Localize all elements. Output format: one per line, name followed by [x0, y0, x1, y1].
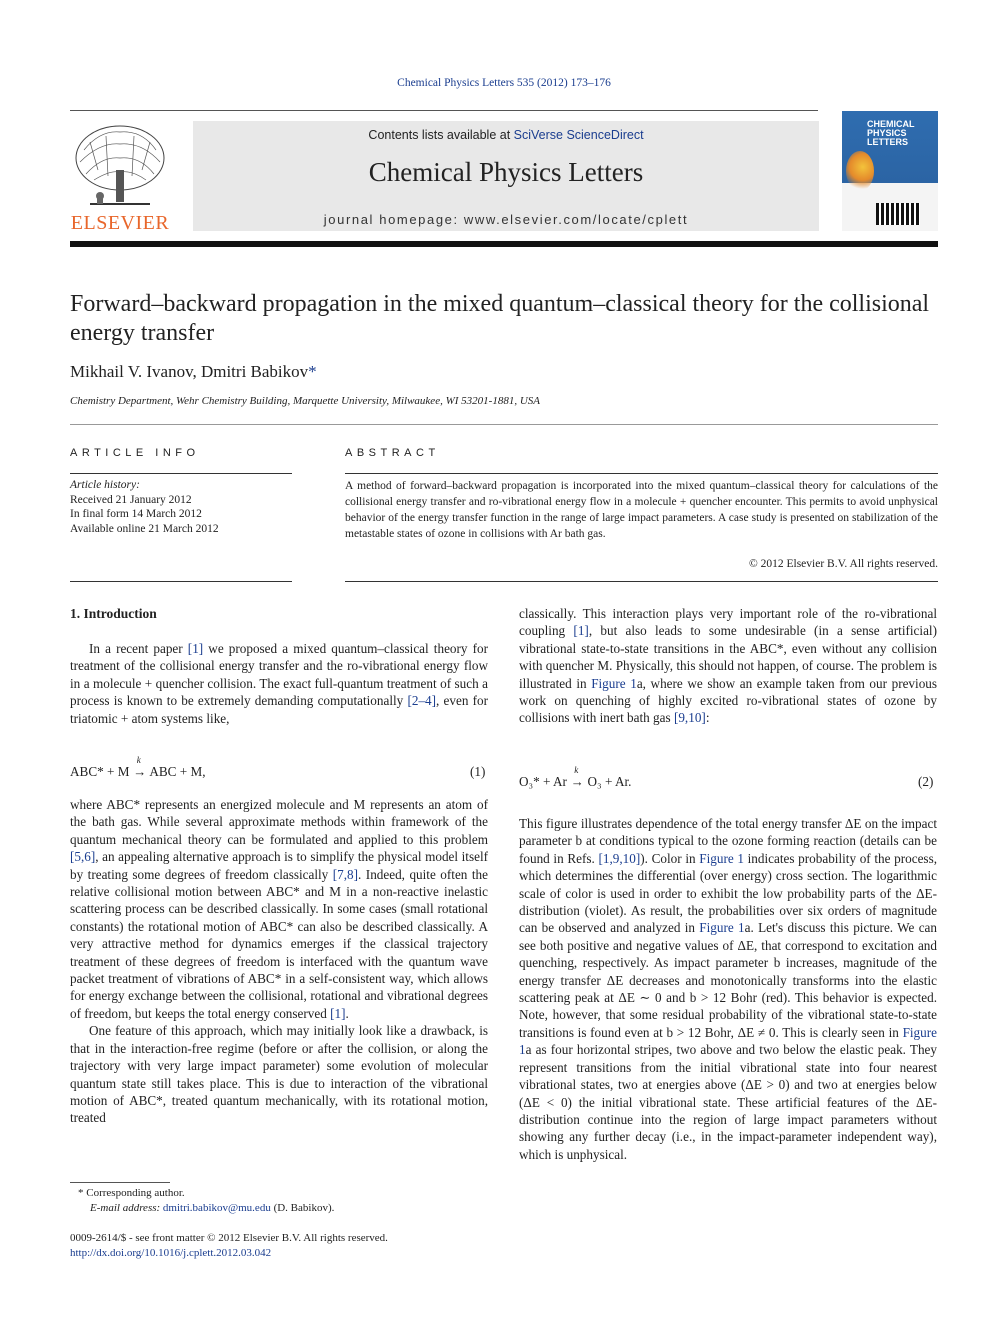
right-p1-text-a: classically. This interaction plays very important role of the ro-vibrational coupling: [519, 606, 937, 639]
abstract-heading: ABSTRACT: [345, 447, 440, 459]
eq1-rate-constant: k: [136, 755, 141, 765]
ref-link-9-10[interactable]: [9,10]: [673, 710, 706, 726]
doi-link[interactable]: http://dx.doi.org/10.1016/j.cplett.2012.03.042: [70, 1246, 272, 1259]
figure-1-link-2[interactable]: Figure 1: [699, 850, 744, 866]
section-heading-introduction: 1. Introduction: [70, 606, 157, 621]
eq1-arrow: k →: [133, 755, 147, 779]
right-p2-text-a: This figure illustrates dependence of the total energy transfer ΔE on the impact parameter b at conditions typical to the ozone forming reaction (details can be found in Refs.: [519, 816, 937, 866]
right-p2-text-d: a. Let's discuss this picture. We can see both positive and negative values of ΔE, that correspond to excitation and quenching, respectively. As impact parameter b increases, magnitude of the energy transfer ΔE decreases and monotonically transforms into the elastic scattering peak at ΔE ∼ 0 and b > 12 Bohr (red). This behavior is expected. Note, however, that some residual probability of the vibrational state-to-state transitions is found even at b > 12 Bohr, ΔE ≠ 0. This is clearly seen in: [519, 920, 937, 1040]
article-info-bottom-rule: [70, 581, 292, 582]
intro-paragraph-3: One feature of this approach, which may initially look like a drawback, is that in the interaction-free regime (before or after the collision, or along the trajectory with very large impact parameter) some evolution of molecular quantum state still takes place. This is due to interaction of the vibrational motion of ABC*, treated quantum mechanically, with its rotational motion, treated: [70, 1023, 488, 1126]
eq1-left: ABC* + M: [70, 764, 130, 779]
right-p1-text-d: :: [705, 710, 710, 726]
affiliation: Chemistry Department, Wehr Chemistry Building, Marquette University, Milwaukee, WI 53201-1881, USA: [70, 395, 540, 407]
ref-link-1b[interactable]: [1]: [330, 1005, 346, 1021]
email-link[interactable]: dmitri.babikov@mu.edu: [162, 1201, 271, 1214]
intro-paragraph-2: [70, 796, 488, 1127]
footnote: [70, 1186, 334, 1215]
journal-title: Chemical Physics Letters: [368, 157, 644, 187]
journal-banner: [193, 121, 819, 231]
corresponding-author-note: [70, 1186, 334, 1201]
issn-line: 0009-2614/$ - see front matter © 2012 Elsevier B.V. All rights reserved.: [70, 1232, 388, 1244]
equation-1-number: (1): [470, 764, 486, 779]
online-date: Available online 21 March 2012: [70, 522, 219, 535]
figure-1-link[interactable]: Figure 1: [591, 675, 637, 691]
eq2-right: O₃ + Ar.: [587, 774, 632, 789]
ref-link-1c[interactable]: [1]: [573, 623, 589, 639]
abstract-copyright: © 2012 Elsevier B.V. All rights reserved.: [749, 558, 938, 570]
equation-1: [70, 755, 206, 780]
sciencedirect-link[interactable]: SciVerse ScienceDirect: [513, 128, 644, 142]
equation-2: [519, 765, 632, 790]
journal-citation-link[interactable]: Chemical Physics Letters 535 (2012) 173–176: [397, 77, 611, 89]
article-history: [70, 478, 219, 536]
eq2-rate-constant: k: [574, 765, 579, 775]
corresponding-author-mark[interactable]: *: [308, 362, 317, 381]
intro-paragraph-1: [70, 640, 488, 727]
eq1-right: ABC + M,: [149, 764, 206, 779]
abstract-bottom-rule: [345, 581, 938, 582]
abstract-text: A method of forward–backward propagation is incorporated into the mixed quantum–classical theory for calculations of the collisional energy transfer and ro-vibrational energy flow in a molecule + quencher encounter. This permits to avoid unphysical behavior of the energy transfer function in the range of large impact parameters. A case study is presented on stabilization of the metastable states of ozone in collisions with Ar bath gas.: [345, 480, 938, 540]
received-date: Received 21 January 2012: [70, 493, 192, 506]
footnote-rule: [70, 1182, 170, 1183]
right-p2-text-c: indicates probability of the process, which determines the differential (over energy) cross section. The logarithmic scale of color is used in order to exhibit the low probability parts of the ΔE-distribution (violet). As result, the probabilities over six orders of magnitude can be observed and analyzed in: [519, 850, 937, 936]
intro-p1-text-a: In a recent paper: [89, 641, 188, 656]
page-footer: [70, 1231, 388, 1260]
ref-link-1[interactable]: [1]: [187, 641, 204, 656]
footnote-mark: *: [78, 1187, 84, 1199]
figure-1-link-3[interactable]: Figure 1: [699, 920, 745, 936]
abstract-rule: [345, 473, 938, 474]
intro-p2-text-a: where ABC* represents an energized molecule and M represents an atom of the bath gas. While several approximate methods within framework of the quantum mechanical theory can be formulated and applied to this problem: [70, 797, 488, 847]
contents-line: [193, 128, 819, 142]
intro-p2-text-c: . Indeed, quite often the relative collisional motion between ABC* and M in a non-reactive inelastic scattering process can be described classically. In some cases (small rotational constants) the rotational motion of ABC* can also be described classically. A very attractive method for dynamics emerges if the classical trajectory treatment of these degrees of freedom is interfaced with the quantum wave packet treatment of vibrations of ABC* in a self-consistent way, which allows for energy exchange between the collisional, rotational and vibrational degrees of freedom, but keeps the total energy conserved: [70, 866, 488, 1021]
ref-link-2-4[interactable]: [2–4]: [407, 693, 437, 709]
info-top-rule: [70, 424, 938, 425]
right-p2-text-b: ). Color in: [640, 850, 700, 866]
history-label: Article history:: [70, 479, 140, 491]
masthead-rule: [70, 241, 938, 247]
right-paragraph-2: [519, 815, 937, 1163]
journal-cover-image: [842, 111, 938, 231]
email-note: [70, 1201, 334, 1216]
intro-p2-text-b: , an appealing alternative approach is to simplify the physical model itself by treating some degrees of freedom classically: [70, 849, 488, 882]
email-label: E-mail address:: [90, 1201, 161, 1214]
contents-prefix: Contents lists available at: [368, 128, 514, 142]
header-rule: [70, 110, 818, 111]
elsevier-wordmark: ELSEVIER: [70, 212, 170, 234]
final-form-date: In final form 14 March 2012: [70, 508, 202, 521]
article-info-rule: [70, 473, 292, 474]
intro-p2-text-d: .: [345, 1005, 349, 1021]
cover-barcode-graphic: [876, 203, 920, 225]
eq2-arrow: k →: [570, 765, 584, 789]
figure-1-link-4[interactable]: Figure 1: [519, 1024, 937, 1058]
cover-title: CHEMICAL PHYSICS LETTERS: [867, 119, 915, 147]
journal-homepage[interactable]: journal homepage: www.elsevier.com/locate/cplett: [323, 212, 689, 227]
eq2-left: O₃* + Ar: [519, 774, 567, 789]
article-title: Forward–backward propagation in the mixed quantum–classical theory for the collisional energy transfer: [70, 291, 930, 346]
right-p1-text-c: a, where we show an example taken from our previous work on quenching of highly excited ro-vibrational states of ozone by collisions with inert bath gas: [519, 675, 938, 726]
right-p2-text-e: a as four horizontal stripes, two above and two below the elastic peak. They represent transitions from the initial vibrational state into four nearest vibrational states, two at energies above (ΔE > 0) and two at energies below (ΔE < 0) the initial vibrational state. These artificial features of the ΔE-distribution continue into the region of large impact parameters without showing any further decay (i.e., in the impact-parameter independent way), which is unphysical.: [519, 1042, 937, 1162]
cover-artwork: [846, 151, 874, 191]
authors: Mikhail V. Ivanov, Dmitri Babikov: [70, 362, 309, 381]
intro-p1-text-c: , even for triatomic + atom systems like,: [70, 693, 488, 726]
ref-link-1-9-10[interactable]: [1,9,10]: [598, 850, 641, 866]
ref-link-7-8[interactable]: [7,8]: [332, 866, 359, 882]
authors-line: [70, 362, 317, 382]
right-paragraph-1: [519, 605, 937, 727]
intro-p1-text-b: we proposed a mixed quantum–classical theory for treatment of the collisional energy transfer and the ro-vibrational energy flow in a molecule + quencher collision. The exact full-quantum treatment of such a process is known to be extremely demanding computationally: [70, 641, 488, 709]
article-info-heading: ARTICLE INFO: [70, 447, 200, 459]
footnote-corresponding: Corresponding author.: [86, 1187, 185, 1199]
email-suffix: (D. Babikov).: [270, 1201, 335, 1214]
right-p1-text-b: , but also leads to some undesirable (in a sense artificial) vibrational state-to-state transitions in the ABC*, even without any collision with quencher M. Physically, this should not happen, of course. The problem is illustrated in: [519, 623, 937, 691]
ref-link-5-6[interactable]: [5,6]: [70, 849, 96, 865]
equation-2-number: (2): [918, 774, 934, 789]
